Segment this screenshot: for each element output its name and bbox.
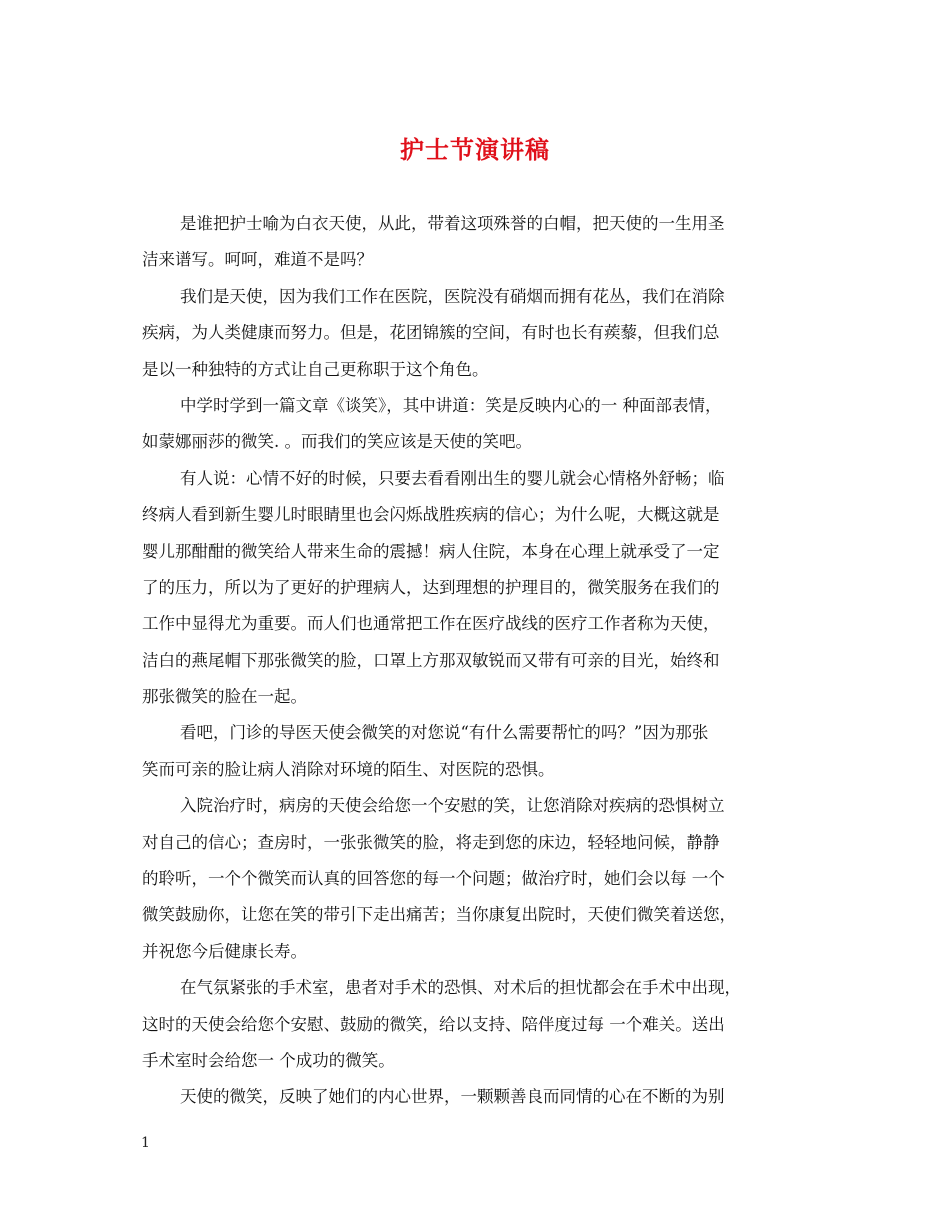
text-line: 是谁把护士喻为白衣天使，从此，带着这项殊誉的白帽，把天使的一生用圣 [180,214,725,233]
text-line: 是以一种独特的方式让自己更称职于这个角色。 [142,359,489,379]
text-line: 如蒙娜丽莎的微笑. 。而我们的笑应该是天使的笑吧。 [142,432,532,452]
text-line: 了的压力，所以为了更好的护理病人，达到理想的护理目的，微笑服务在我们的 [142,577,720,597]
text-line: 终病人看到新生婴儿时眼睛里也会闪烁战胜疾病的信心；为什么呢，大概这就是 [142,505,720,525]
text-line: 手术室时会给您一 个成功的微笑。 [142,1050,395,1070]
text-line: 洁白的燕尾帽下那张微笑的脸，口罩上方那双敏锐而又带有可亲的目光，始终和 [142,650,720,670]
text-line: 看吧，门诊的导医天使会微笑的对您说“有什么需要帮忙的吗？”因为那张 [180,723,709,743]
text-line: 疾病，为人类健康而努力。但是，花团锦簇的空间，有时也长有蒺藜，但我们总 [142,323,720,343]
text-line: 这时的天使会给您个安慰、鼓励的微笑，给以支持、陪伴度过每 一个难关。送出 [142,1014,725,1034]
text-line: 微笑鼓励你，让您在笑的带引下走出痛苦；当你康复出院时，天使们微笑着送您， [142,905,736,925]
text-line: 笑而可亲的脸让病人消除对环境的陌生、对医院的恐惧。 [142,759,555,779]
text-line: 在气氛紧张的手术室，患者对手术的恐惧、对术后的担忧都会在手术中出现， [180,978,741,998]
text-line: 婴儿那酣酣的微笑给人带来生命的震撼！病人住院，本身在心理上就承受了一定 [142,541,720,561]
page-number: 1 [141,1135,150,1151]
text-line: 那张微笑的脸在一起。 [142,687,307,707]
document-title: 护士节演讲稿 [400,136,550,164]
text-line: 对自己的信心；查房时，一张张微笑的脸，将走到您的床边，轻轻地问候，静静 [142,832,720,852]
text-line: 并祝您今后健康长寿。 [142,941,307,961]
text-line: 我们是天使，因为我们工作在医院，医院没有硝烟而拥有花丛，我们在消除 [180,286,725,306]
text-line: 天使的微笑，反映了她们的内心世界，一颗颗善良而同情的心在不断的为别 [180,1087,725,1107]
text-line: 有人说：心情不好的时候，只要去看看刚出生的婴儿就会心情格外舒畅；临 [180,468,725,488]
text-line: 中学时学到一篇文章《谈笑》，其中讲道：笑是反映内心的一 种面部表情， [180,395,722,415]
document-body [142,206,822,1116]
text-line: 工作中显得尤为重要。而人们也通常把工作在医疗战线的医疗工作者称为天使， [142,614,720,634]
text-line: 洁来谱写。呵呵，难道不是吗？ [142,250,373,270]
text-line: 入院治疗时，病房的天使会给您一个安慰的笑，让您消除对疾病的恐惧树立 [180,796,725,816]
text-line: 的聆听，一个个微笑而认真的回答您的每一个问题；做治疗时，她们会以每 一个 [142,869,725,889]
